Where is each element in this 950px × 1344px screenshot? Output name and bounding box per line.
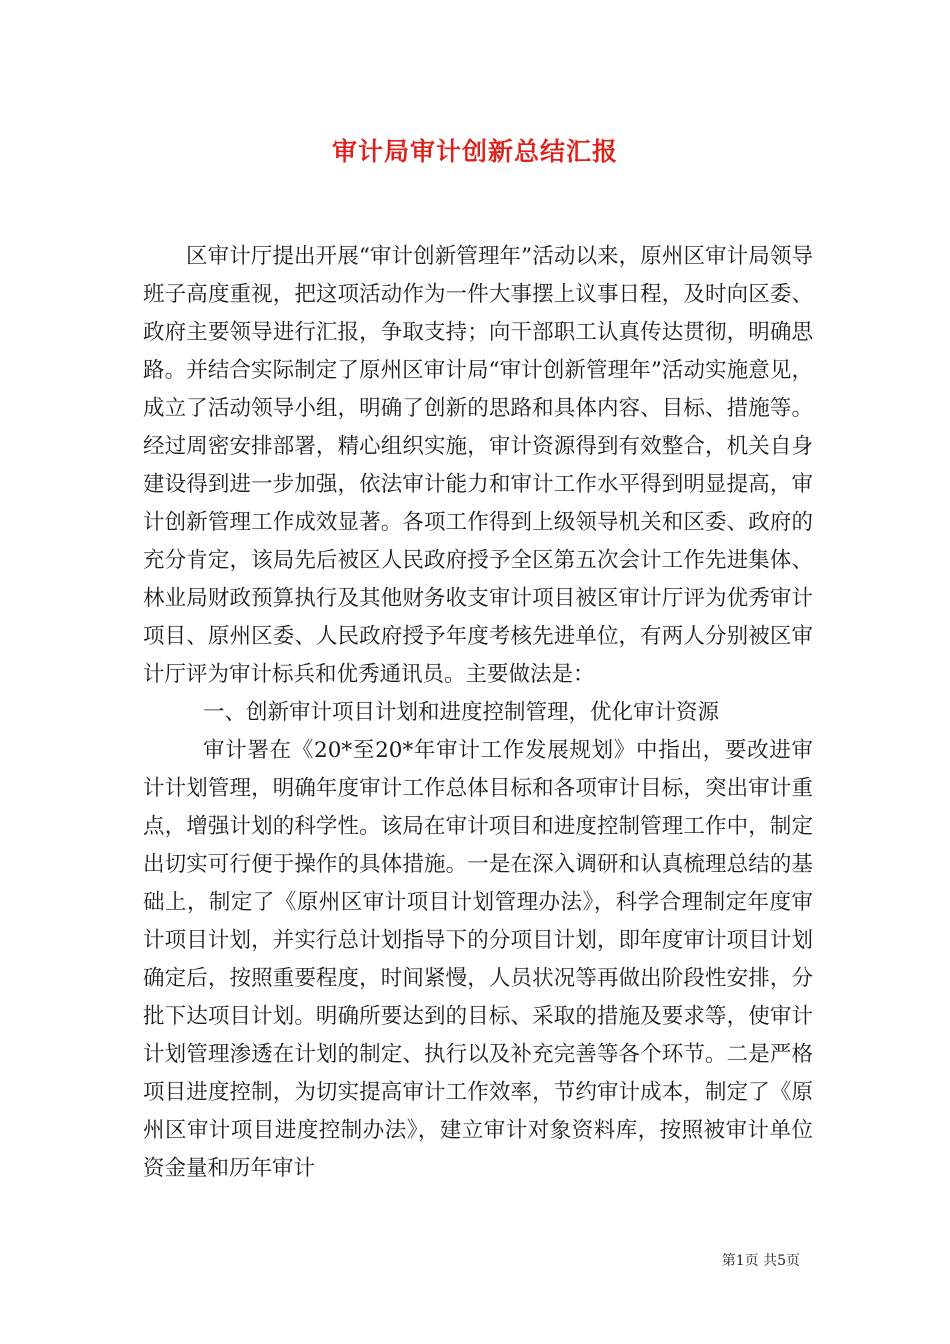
paragraph-section-1: 审计署在《20*至20*年审计工作发展规划》中指出，要改进审计计划管理，明确年度审计工作总体目标和各项审计目标，突出审计重点，增强计划的科学性。该局在审计项目和进度控制管理工作中，制定出切实可行便于操作的具体措施。一是在深入调研和认真梳理总结的基础上，制定了《原州区审计项目计划管理办法》，科学合理制定年度审计项目计划，并实行总计划指导下的分项目计划，即年度审计项目计划确定后，按照重要程度，时间紧慢，人员状况等再做出阶段性安排，分批下达项目计划。明确所要达到的目标、采取的措施及要求等，使审计计划管理渗透在计划的制定、执行以及补充完善等各个环节。二是严格项目进度控制，为切实提高审计工作效率，节约审计成本，制定了《原州区审计项目进度控制办法》，建立审计对象资料库，按照被审计单位资金量和历年审计 — [143, 738, 813, 1181]
document-body — [143, 238, 813, 1188]
document-title: 审计局审计创新总结汇报 — [331, 137, 618, 166]
page-number: 第1页 共5页 — [721, 1253, 800, 1269]
paragraph-intro: 区审计厅提出开展“审计创新管理年”活动以来，原州区审计局领导班子高度重视，把这项活动作为一件大事摆上议事日程，及时向区委、政府主要领导进行汇报，争取支持；向干部职工认真传达贯彻，明确思路。并结合实际制定了原州区审计局“审计创新管理年”活动实施意见，成立了活动领导小组，明确了创新的思路和具体内容、目标、措施等。经过周密安排部署，精心组织实施，审计资源得到有效整合，机关自身建设得到进一步加强，依法审计能力和审计工作水平得到明显提高，审计创新管理工作成效显著。各项工作得到上级领导机关和区委、政府的充分肯定，该局先后被区人民政府授予全区第五次会计工作先进集体、林业局财政预算执行及其他财务收支审计项目被区审计厅评为优秀审计项目、原州区委、人民政府授予年度考核先进单位，有两人分别被区审计厅评为审计标兵和优秀通讯员。主要做法是： — [143, 244, 813, 687]
section-heading-1: 一、创新审计项目计划和进度控制管理，优化审计资源 — [203, 700, 720, 725]
